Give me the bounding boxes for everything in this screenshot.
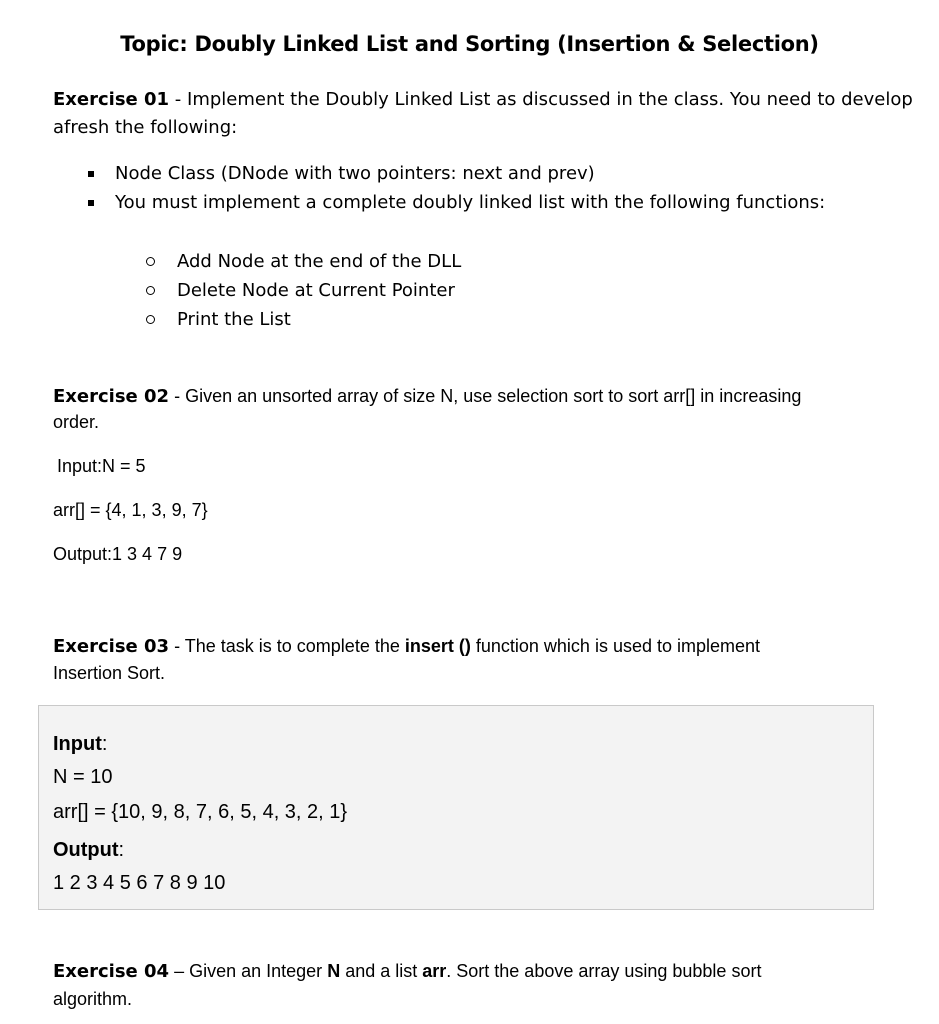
circle-bullet-icon [146, 286, 155, 295]
exercise-04-text-pre: – Given an Integer [169, 961, 328, 981]
output-heading [53, 839, 124, 862]
input-label: Input [53, 733, 102, 755]
exercise-02-arr: arr[] = {4, 1, 3, 9, 7} [53, 500, 208, 520]
output-colon: : [118, 839, 125, 861]
exercise-04-name: Exercise 04 [53, 961, 170, 982]
exercise-04-bold-n: N [327, 961, 341, 981]
bullet-item: Node Class (DNode with two pointers: next and prev) [115, 163, 595, 184]
exercise-04-text-mid: and a list [340, 961, 423, 981]
exercise-02-line1 [53, 383, 801, 410]
exercise-04-line1 [53, 958, 761, 985]
exercise-02-input: Input:N = 5 [57, 456, 146, 476]
square-bullet-icon [88, 171, 94, 177]
exercise-01-name: Exercise 01 [53, 89, 170, 110]
exercise-01-line1 [53, 86, 913, 113]
input-colon: : [101, 733, 108, 755]
exercise-03-function-name: insert () [404, 636, 471, 656]
exercise-02-text: - Given an unsorted array of size N, use selection sort to sort arr[] in increasing [169, 386, 802, 406]
input-arr: arr[] = {10, 9, 8, 7, 6, 5, 4, 3, 2, 1} [53, 801, 348, 823]
input-n: N = 10 [53, 766, 113, 788]
circle-bullet-icon [146, 315, 155, 324]
square-bullet-icon [88, 200, 94, 206]
exercise-03-name: Exercise 03 [53, 636, 170, 657]
exercise-03-text-pre: - The task is to complete the [169, 636, 405, 656]
input-heading [53, 733, 107, 756]
circle-bullet-icon [146, 257, 155, 266]
bullet-item: You must implement a complete doubly linked list with the following functions: [115, 192, 826, 213]
output-values: 1 2 3 4 5 6 7 8 9 10 [53, 872, 226, 894]
sub-bullet-item: Print the List [177, 309, 291, 330]
example-box [38, 705, 874, 910]
exercise-04-text-post: . Sort the above array using bubble sort [446, 961, 762, 981]
exercise-03-line1 [53, 633, 760, 660]
page-title: Topic: Doubly Linked List and Sorting (Insertion & Selection) [120, 32, 819, 56]
sub-bullet-item: Add Node at the end of the DLL [177, 251, 462, 272]
exercise-04-line2: algorithm. [53, 989, 133, 1009]
output-label: Output [53, 839, 119, 861]
exercise-02-name: Exercise 02 [53, 386, 170, 407]
exercise-01-text: - Implement the Doubly Linked List as discussed in the class. You need to develop [169, 89, 913, 110]
exercise-02-output: Output:1 3 4 7 9 [53, 544, 183, 564]
exercise-03-text-post: function which is used to implement [470, 636, 761, 656]
exercise-02-line2: order. [53, 412, 100, 432]
exercise-01-line2: afresh the following: [53, 117, 238, 138]
sub-bullet-item: Delete Node at Current Pointer [177, 280, 455, 301]
exercise-04-bold-arr: arr [422, 961, 447, 981]
exercise-03-line2: Insertion Sort. [53, 663, 166, 683]
